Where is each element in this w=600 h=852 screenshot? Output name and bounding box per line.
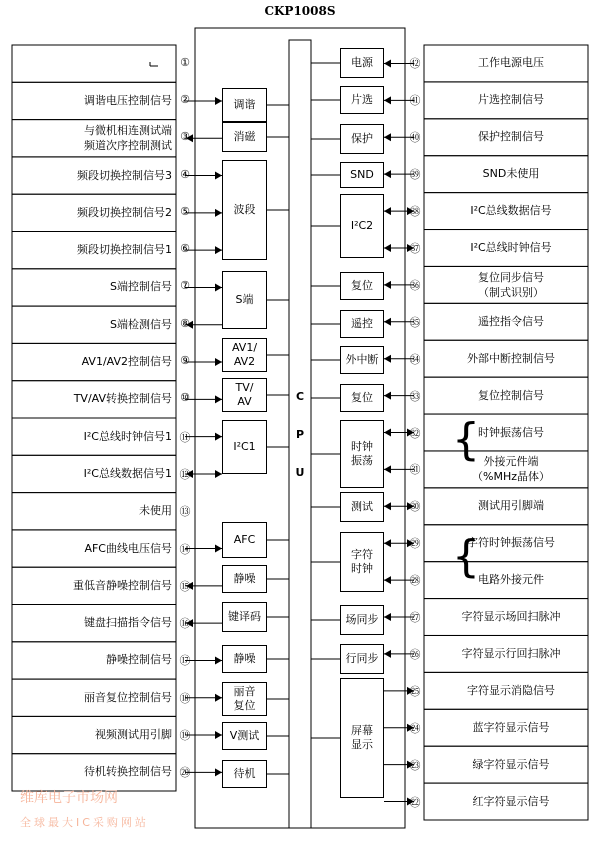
right-pin-number: ㉗ bbox=[409, 611, 421, 625]
left-pin-label: S端检测信号 bbox=[110, 317, 172, 331]
left-pin-number: ⑦ bbox=[180, 279, 190, 293]
right-pin-number: ㊵ bbox=[409, 131, 421, 145]
watermark-logo bbox=[20, 786, 118, 807]
right-pin-label: 字符显示行回扫脉冲 bbox=[461, 646, 561, 660]
left-pin-number: ⑬ bbox=[179, 505, 191, 519]
left-pin-number: ② bbox=[180, 92, 190, 106]
left-function-block: 待机 bbox=[222, 760, 267, 788]
brace-char-clock-group: { bbox=[452, 531, 480, 582]
right-function-block: 行同步 bbox=[340, 644, 384, 674]
right-pin-label: 复位控制信号 bbox=[478, 388, 544, 402]
watermark-sub: 电子市场网 bbox=[48, 790, 118, 806]
left-pin-label: 静噪控制信号 bbox=[106, 653, 172, 667]
right-function-block: 保护 bbox=[340, 124, 384, 154]
right-pin-number: ㉞ bbox=[409, 352, 421, 366]
right-pin-label: 片选控制信号 bbox=[478, 93, 544, 107]
right-pin-number: ㊳ bbox=[409, 205, 421, 219]
right-function-block: 外中断 bbox=[340, 346, 384, 374]
chip-title: CKP1008S bbox=[264, 4, 336, 18]
left-pin-number: ⑪ bbox=[179, 430, 191, 444]
left-pin-label: 与微机相连测试端 频道次序控制测试 bbox=[84, 124, 172, 153]
right-function-block: 字符 时钟 bbox=[340, 532, 384, 592]
cpu-letter: C bbox=[295, 390, 305, 403]
left-pin-arrow bbox=[215, 283, 222, 291]
left-pin-label: 重低音静噪控制信号 bbox=[73, 578, 172, 592]
right-function-block: 电源 bbox=[340, 48, 384, 78]
left-pin-label: AV1/AV2控制信号 bbox=[81, 355, 172, 369]
right-pin-arrow bbox=[384, 502, 391, 510]
left-pin-number: ⑲ bbox=[179, 729, 191, 743]
right-function-block: SND bbox=[340, 162, 384, 188]
right-pin-label: 红字符显示信号 bbox=[472, 794, 550, 808]
right-pin-arrow bbox=[384, 170, 391, 178]
right-pin-number: ㊱ bbox=[409, 278, 421, 292]
watermark-slogan: 全球最大IC采购网站 bbox=[20, 816, 149, 829]
right-pin-label: 工作电源电压 bbox=[478, 56, 544, 70]
right-pin-label: 保护控制信号 bbox=[478, 130, 544, 144]
right-pin-number: ㉘ bbox=[409, 574, 421, 588]
left-pin-number: ① bbox=[180, 55, 190, 69]
right-function-block: 复位 bbox=[340, 272, 384, 300]
right-function-block: 复位 bbox=[340, 384, 384, 412]
left-pin-label: 调谐电压控制信号 bbox=[84, 93, 172, 107]
left-pin-arrow bbox=[215, 172, 222, 180]
right-pin-number: ㉙ bbox=[409, 537, 421, 551]
left-function-block: AFC bbox=[222, 522, 267, 558]
right-pin-arrow bbox=[384, 465, 391, 473]
right-pin-label: 字符显示场回扫脉冲 bbox=[461, 610, 561, 624]
left-pin-arrow bbox=[215, 545, 222, 553]
right-pin-label: 字符时钟振荡信号 bbox=[467, 536, 555, 550]
right-pin-arrow bbox=[384, 650, 391, 658]
left-pin-number: ⑳ bbox=[179, 766, 191, 780]
left-function-block: 丽音 复位 bbox=[222, 682, 267, 716]
right-function-block: 场同步 bbox=[340, 605, 384, 635]
left-pin-number: ④ bbox=[180, 167, 190, 181]
right-pin-arrow bbox=[384, 96, 391, 104]
left-pin-arrow bbox=[215, 246, 222, 254]
left-pin-number: ⑨ bbox=[180, 354, 190, 368]
right-pin-label: 外接元件端 （%MHz晶体） bbox=[472, 455, 550, 484]
right-pin-label: 字符显示消隐信号 bbox=[467, 683, 555, 697]
left-pin-label: 键盘扫描指令信号 bbox=[84, 616, 172, 630]
left-pin-cell bbox=[12, 45, 176, 82]
left-pin-number: ③ bbox=[180, 130, 190, 144]
left-function-block: V测试 bbox=[222, 722, 267, 750]
left-pin-number: ⑫ bbox=[179, 467, 191, 481]
left-pin-arrow bbox=[215, 97, 222, 105]
right-function-block: 遥控 bbox=[340, 310, 384, 338]
right-pin-arrow bbox=[384, 59, 391, 67]
watermark-main: 维库 bbox=[20, 790, 48, 806]
right-pin-arrow bbox=[384, 429, 391, 437]
right-pin-number: ㉔ bbox=[409, 721, 421, 735]
right-pin-label: 时钟振荡信号 bbox=[478, 425, 544, 439]
left-pin-number: ⑮ bbox=[179, 579, 191, 593]
left-pin-label: 频段切换控制信号1 bbox=[77, 243, 172, 257]
right-pin-number: ㊷ bbox=[409, 57, 421, 71]
left-function-block: I²C1 bbox=[222, 420, 267, 474]
left-pin-number: ⑭ bbox=[179, 542, 191, 556]
left-function-block: 调谐 bbox=[222, 88, 267, 122]
right-pin-number: ㉛ bbox=[409, 463, 421, 477]
left-pin-label: 待机转换控制信号 bbox=[84, 765, 172, 779]
left-pin-label: 未使用 bbox=[139, 504, 172, 518]
right-pin-arrow bbox=[384, 207, 391, 215]
left-function-block: 波段 bbox=[222, 160, 267, 260]
brace-clock-group: { bbox=[452, 414, 480, 465]
left-pin-arrow bbox=[215, 433, 222, 441]
left-function-block: 键译码 bbox=[222, 602, 267, 632]
cpu-letter: P bbox=[295, 428, 305, 441]
right-function-block: 时钟 振荡 bbox=[340, 420, 384, 488]
left-pin-arrow bbox=[215, 209, 222, 217]
right-function-block: 屏幕 显示 bbox=[340, 678, 384, 798]
right-pin-number: ㊴ bbox=[409, 168, 421, 182]
right-pin-arrow bbox=[384, 539, 391, 547]
left-pin-label: 视频测试用引脚 bbox=[95, 728, 172, 742]
right-pin-number: ㉖ bbox=[409, 647, 421, 661]
right-pin-arrow bbox=[384, 355, 391, 363]
right-pin-number: ㉓ bbox=[409, 758, 421, 772]
left-pin-number: ⑤ bbox=[180, 204, 190, 218]
right-function-block: I²C2 bbox=[340, 194, 384, 258]
left-pin-number: ⑥ bbox=[180, 242, 190, 256]
right-function-block: 片选 bbox=[340, 86, 384, 114]
right-pin-label: I²C总线时钟信号 bbox=[470, 240, 552, 254]
left-pin-number: ⑯ bbox=[179, 617, 191, 631]
left-pin-arrow bbox=[215, 395, 222, 403]
left-pin-label: TV/AV转换控制信号 bbox=[73, 392, 172, 406]
left-pin-label: 频段切换控制信号3 bbox=[77, 168, 172, 182]
right-pin-arrow bbox=[384, 281, 391, 289]
right-pin-arrow bbox=[384, 392, 391, 400]
left-pin-number: ⑩ bbox=[180, 391, 190, 405]
right-pin-number: ㉟ bbox=[409, 315, 421, 329]
left-pin-number: ⑱ bbox=[179, 691, 191, 705]
right-pin-number: ㉒ bbox=[409, 795, 421, 809]
left-function-block: AV1/ AV2 bbox=[222, 338, 267, 372]
left-pin-label: S端控制信号 bbox=[110, 280, 172, 294]
left-pin-label: I²C总线数据信号1 bbox=[83, 466, 172, 480]
left-pin-label: I²C总线时钟信号1 bbox=[83, 429, 172, 443]
left-pin-number: ⑧ bbox=[180, 316, 190, 330]
right-pin-number: ㉕ bbox=[409, 684, 421, 698]
left-pin-label: 丽音复位控制信号 bbox=[84, 690, 172, 704]
right-pin-label: 遥控指令信号 bbox=[478, 314, 544, 328]
right-pin-label: 蓝字符显示信号 bbox=[472, 720, 550, 734]
left-pin-arrow bbox=[215, 731, 222, 739]
right-pin-label: I²C总线数据信号 bbox=[470, 204, 552, 218]
right-pin-label: 电路外接元件 bbox=[478, 573, 544, 587]
right-pin-arrow bbox=[384, 576, 391, 584]
right-pin-label: 复位同步信号 （制式识别） bbox=[478, 270, 544, 299]
left-pin-number: ⑰ bbox=[179, 654, 191, 668]
right-function-block: 测试 bbox=[340, 492, 384, 522]
left-pin-arrow bbox=[215, 656, 222, 664]
right-pin-number: ㊲ bbox=[409, 241, 421, 255]
right-pin-number: ㉝ bbox=[409, 389, 421, 403]
right-pin-arrow bbox=[384, 613, 391, 621]
right-pin-label: 绿字符显示信号 bbox=[472, 757, 550, 771]
right-pin-arrow bbox=[384, 244, 391, 252]
right-pin-label: 测试用引脚端 bbox=[478, 499, 544, 513]
left-pin-arrow bbox=[215, 470, 222, 478]
right-pin-label: SND未使用 bbox=[482, 167, 540, 181]
left-pin-label: AFC曲线电压信号 bbox=[84, 541, 172, 555]
left-function-block: 消磁 bbox=[222, 122, 267, 152]
left-function-block: TV/ AV bbox=[222, 378, 267, 412]
left-function-block: 静噪 bbox=[222, 565, 267, 593]
left-pin-label: 频段切换控制信号2 bbox=[77, 205, 172, 219]
right-pin-number: ㊶ bbox=[409, 94, 421, 108]
right-pin-number: ㉚ bbox=[409, 500, 421, 514]
left-function-block: S端 bbox=[222, 271, 267, 329]
left-function-block: 静噪 bbox=[222, 645, 267, 673]
right-pin-arrow bbox=[384, 318, 391, 326]
cpu-letter: U bbox=[295, 466, 305, 479]
right-pin-arrow bbox=[384, 133, 391, 141]
left-pin-arrow bbox=[215, 694, 222, 702]
left-pin-arrow bbox=[215, 358, 222, 366]
left-pin-arrow bbox=[215, 768, 222, 776]
right-pin-number: ㉜ bbox=[409, 426, 421, 440]
right-pin-label: 外部中断控制信号 bbox=[467, 351, 555, 365]
